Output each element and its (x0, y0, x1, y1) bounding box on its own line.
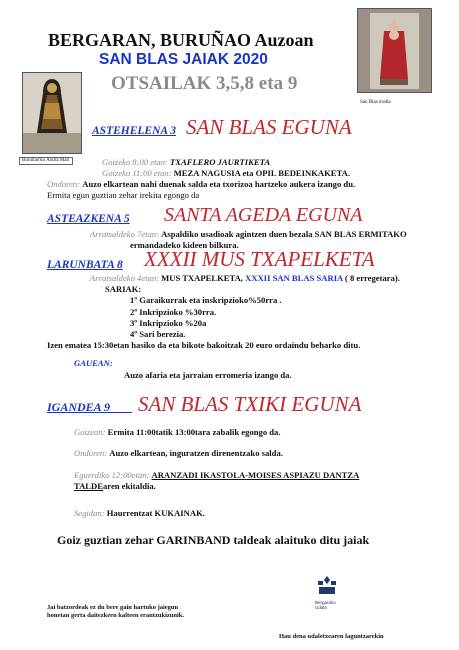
andra-mari-photo (22, 72, 82, 154)
day3-night-label: GAUEAN: (74, 358, 113, 368)
day4-noon-text-c: aren ekitaldia. (102, 481, 156, 491)
closing-line: Goiz guztian zehar GARINBAND taldeak alaituko ditu jaiak (57, 533, 370, 547)
day3-registration: Izen ematea 15:30etan hasiko da eta bikote bakoitzak 20 euro ordaindu beharko ditu. (47, 340, 361, 350)
day1-line-1 (102, 157, 270, 168)
bergara-logo-icon (315, 575, 339, 595)
day2-time: Arratsaldeko 7etan: (90, 229, 159, 239)
day4-noon (74, 470, 359, 481)
day1-line-3-text: Auzo elkartean nahi duenak salda eta txorizoa hartzeko aukera izango du. (82, 179, 356, 189)
day4-after2-time: Segidan: (74, 508, 105, 518)
day3-night-text: Auzo afaria eta jarraian erromeria izango da. (124, 370, 292, 380)
day1-line-2-text: MEZA NAGUSIA eta OPIL BEDEINKAKETA. (173, 168, 350, 178)
day3-time: Arratsaldeko 4etan: (90, 273, 159, 283)
prize-1: 1º Garaikurrak eta inskripzioko%50rra . (130, 295, 282, 305)
day3-text-b: XXXII SAN BLAS SARIA (245, 273, 343, 283)
day1-line-3 (47, 179, 355, 190)
statue-image (23, 73, 81, 153)
day4-noon-time: Eguerdiko 12:00etan: (74, 470, 150, 480)
day2-line-1 (90, 229, 407, 240)
day4-morning (74, 427, 281, 438)
day3-prizes-label: SARIAK: (105, 284, 142, 294)
day4-morning-time: Goizean: (74, 427, 106, 437)
day1-line-2-time: Goizeko 11:00 etan: (102, 168, 172, 178)
day2-text: Aspaldiko usadioak agintzen duen bezala SAN BLAS ERMITAKO (161, 229, 407, 239)
bergara-logo (315, 575, 345, 610)
day4-after-text: Auzo elkartean, inguratzen direnentzako salda. (109, 448, 283, 458)
day4-title: SAN BLAS TXIKI EGUNA (138, 392, 362, 416)
support-note: Hau dena udaletxearen laguntzarekin (279, 633, 384, 640)
day4-after2 (74, 508, 205, 519)
day3-title: XXXII MUS TXAPELKETA (144, 247, 375, 271)
title-line-1: BERGARAN, BURUÑAO Auzoan (48, 30, 314, 50)
day3-line-1 (90, 273, 400, 284)
day3-label: LARUNBATA 8 (47, 259, 123, 271)
day1-note: Ermita egun guztian zehar irekita egongo da (47, 190, 200, 200)
andra-mari-caption: Buruñao'ko Andra Mari (19, 157, 73, 165)
day2-title: SANTA AGEDA EGUNA (164, 204, 363, 226)
logo-text-1: Bergarako (315, 600, 336, 605)
day1-title: SAN BLAS EGUNA (186, 115, 352, 139)
prize-3: 3º Inkripzioko %20a (130, 318, 207, 328)
day1-label: ASTEHELENA 3 (92, 125, 177, 137)
day2-label: ASTEAZKENA 5 (47, 213, 130, 225)
day4-noon-text-a: ARANZADI IKASTOLA-MOISES ASPIAZU DANTZA (151, 470, 360, 480)
day3-text-c: ( 8 erregetara). (342, 273, 400, 283)
day4-label-underline (108, 412, 132, 413)
day4-morning-text: Ermita 11:00tatik 13:00tara zabalik egongo da. (107, 427, 281, 437)
day1-line-1-time: Goizeko 8:00 etan: (102, 157, 168, 167)
title-line-2: SAN BLAS JAIAK 2020 (99, 51, 268, 68)
day1-line-3-time: Ondoren: (47, 179, 81, 189)
day1-line-2 (102, 168, 350, 179)
day4-after (74, 448, 283, 459)
logo-text-2: Udala (315, 605, 327, 610)
day4-noon-2 (74, 481, 156, 492)
prize-2: 2º Inkripzioko %30rra. (130, 307, 217, 317)
day3-text-a: MUS TXAPELKETA, (161, 273, 246, 283)
day4-after2-text: Haurrentzat KUKAINAK. (106, 508, 205, 518)
day4-label: IGANDEA 9 (47, 400, 111, 414)
day2-line-2: ermandadeko kideen bilkura. (130, 240, 239, 250)
day1-line-1-text: TXAFLERO JAURTIKETA (170, 157, 271, 167)
prize-4: 4º Sari berezia. (130, 329, 186, 339)
san-blas-photo (357, 8, 432, 93)
title-line-3: OTSAILAK 3,5,8 eta 9 (111, 73, 298, 94)
day4-after-time: Ondoren: (74, 448, 108, 458)
san-blas-caption: San Blas irudia (360, 100, 391, 105)
san-blas-image (358, 9, 431, 92)
disclaimer-line-2: honetan gerta daitezkeen kalteen erantzukizunik. (47, 612, 185, 619)
day4-noon-text-b: TALDE (74, 481, 103, 491)
disclaimer-line-1: Jai batzordeak ez du bere gain hartuko jaiegun (47, 604, 179, 611)
